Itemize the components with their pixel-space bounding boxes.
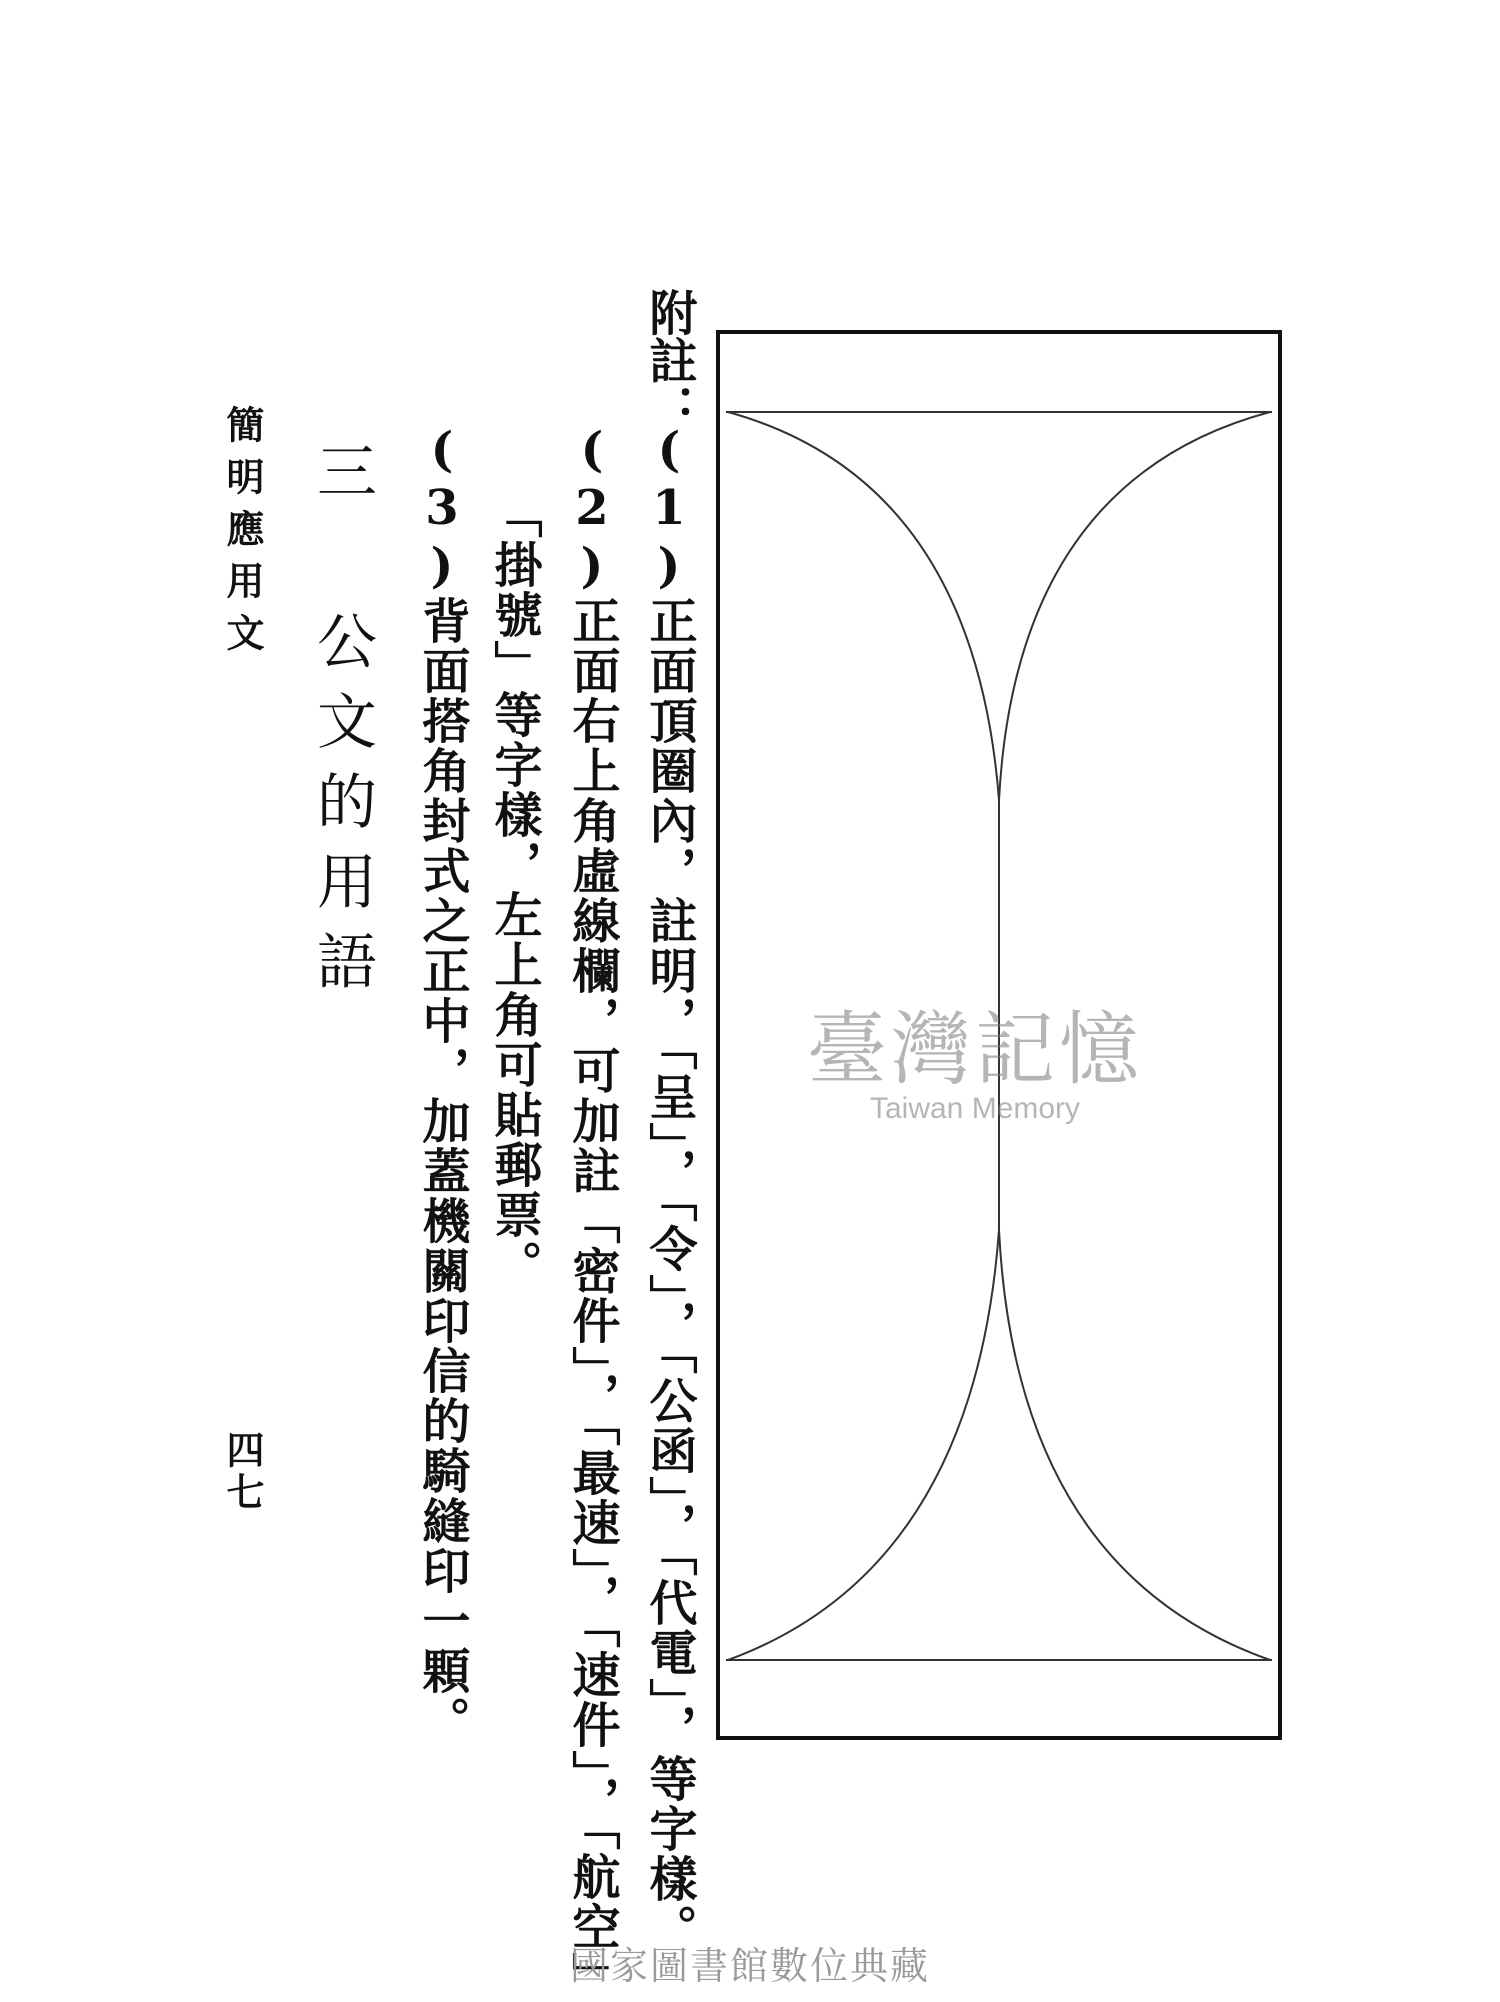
page-number: 四七: [220, 1430, 265, 1514]
section-title: 三 公文的用語: [307, 440, 377, 1010]
footer-collection-credit: 國家圖書館數位典藏: [569, 1944, 930, 1988]
note-1: (1)正面頂圈內，註明，「呈」，「令」，「公函」，「代電」，等字樣。: [641, 422, 697, 1954]
envelope-flap-curve-left-bottom: [728, 1230, 999, 1660]
notes-label: 附註：: [641, 288, 697, 432]
envelope-flap-curve-left-top: [728, 412, 999, 800]
note-2-continuation: 「掛號」等字樣，左上角可貼郵票。: [486, 490, 542, 1290]
note-3: (3)背面搭角封式之正中，加蓋機關印信的騎縫印一顆。: [414, 422, 470, 1746]
note-2: (2)正面右上角虛線欄，可加註「密件」，「最速」，「速件」，「航空」: [564, 422, 620, 2002]
running-header: 簡明應用文: [220, 405, 265, 665]
envelope-diagram: [716, 330, 1282, 1740]
watermark-english: Taiwan Memory: [869, 1092, 1081, 1125]
envelope-flap-curve-right-top: [999, 412, 1270, 800]
watermark-chinese: 臺灣記憶: [807, 1003, 1143, 1096]
envelope-flap-curve-right-bottom: [999, 1230, 1270, 1660]
